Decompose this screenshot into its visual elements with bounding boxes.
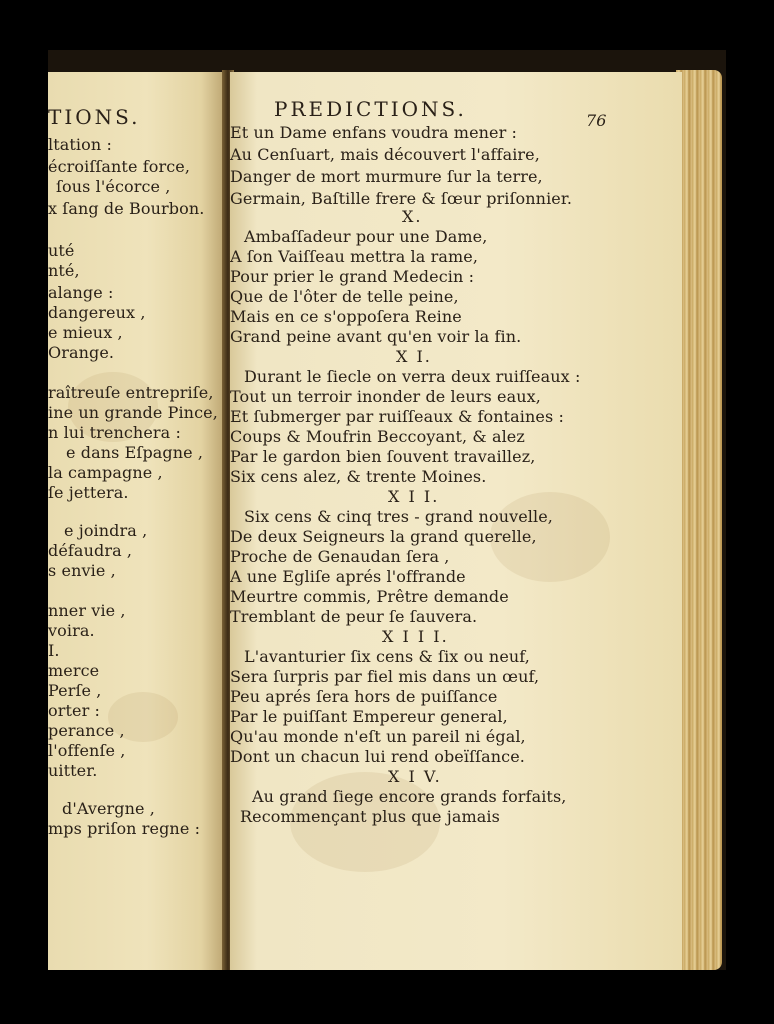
left-line: raîtreuſe entrepriſe, xyxy=(48,383,214,402)
verse-line: Dont un chacun lui rend obeïſſance. xyxy=(230,747,525,766)
left-line: ſous l'écorce , xyxy=(56,177,171,196)
verse-line: Pour prier le grand Medecin : xyxy=(230,267,475,286)
verse-line: Danger de mort murmure ſur la terre, xyxy=(230,167,543,186)
verse-line: Recommençant plus que jamais xyxy=(240,807,500,826)
left-line: Orange. xyxy=(48,343,115,362)
page-edges xyxy=(676,70,722,970)
left-line: nner vie , xyxy=(48,601,126,620)
verse-line: Que de l'ôter de telle peine, xyxy=(230,287,459,306)
left-running-header: TIONS. xyxy=(48,105,141,129)
left-line: s envie , xyxy=(48,561,116,580)
left-line: uitter. xyxy=(48,761,98,780)
left-line: perance , xyxy=(48,721,125,740)
left-line: écroiſſante force, xyxy=(48,157,191,176)
verse-line: Qu'au monde n'eſt un pareil ni égal, xyxy=(230,727,526,746)
left-line: Perſe , xyxy=(48,681,102,700)
stanza-number: X I V. xyxy=(388,767,442,786)
verse-line: Tout un terroir inonder de leurs eaux, xyxy=(230,387,541,406)
verse-line: Par le gardon bien ſouvent travaillez, xyxy=(230,447,536,466)
right-page xyxy=(230,72,682,970)
left-line: ſe jettera. xyxy=(48,483,129,502)
left-line: e dans Eſpagne , xyxy=(66,443,204,462)
left-line: mps priſon regne : xyxy=(48,819,201,838)
left-line: d'Avergne , xyxy=(62,799,155,818)
verse-line: Ambaſſadeur pour une Dame, xyxy=(244,227,488,246)
verse-line: Au grand ſiege encore grands forfaits, xyxy=(252,787,567,806)
left-line: x ſang de Bourbon. xyxy=(48,199,205,218)
left-line: merce xyxy=(48,661,100,680)
stanza-number: X I I. xyxy=(388,487,440,506)
left-line: ltation : xyxy=(48,135,112,154)
stanza-number: X I I I. xyxy=(382,627,449,646)
stanza-number: X. xyxy=(402,207,423,226)
left-line: la campagne , xyxy=(48,463,163,482)
left-line: défaudra , xyxy=(48,541,133,560)
verse-line: Au Cenſuart, mais découvert l'affaire, xyxy=(230,145,540,164)
left-line: I. xyxy=(48,641,60,660)
left-line: alange : xyxy=(48,283,114,302)
verse-line: Mais en ce s'oppoſera Reine xyxy=(230,307,462,326)
verse-line: Durant le ſiecle on verra deux ruiſſeaux : xyxy=(244,367,581,386)
verse-line: Six cens & cinq tres - grand nouvelle, xyxy=(244,507,553,526)
verse-line: Et ſubmerger par ruiſſeaux & fontaines : xyxy=(230,407,564,426)
verse-line: Germain, Baſtille frere & ſœur priſonnier. xyxy=(230,189,573,208)
verse-line: Grand peine avant qu'en voir la fin. xyxy=(230,327,522,346)
left-line: e mieux , xyxy=(48,323,123,342)
verse-line: Six cens alez, & trente Moines. xyxy=(230,467,487,486)
left-page xyxy=(48,72,228,970)
verse-line: Coups & Moufrin Beccoyant, & alez xyxy=(230,427,525,446)
left-line: ine un grande Pince, xyxy=(48,403,218,422)
verse-line: Sera ſurpris par fiel mis dans un œuf, xyxy=(230,667,540,686)
left-line: n lui trenchera : xyxy=(48,423,181,442)
verse-line: Et un Dame enfans voudra mener : xyxy=(230,123,518,142)
verse-line: Peu aprés ſera hors de puiſſance xyxy=(230,687,498,706)
verse-line: A une Egliſe aprés l'offrande xyxy=(230,567,466,586)
left-line: nté, xyxy=(48,261,80,280)
left-line: orter : xyxy=(48,701,101,720)
stanza-number: X I. xyxy=(396,347,432,366)
verse-line: Par le puiſſant Empereur general, xyxy=(230,707,508,726)
left-line: e joindra , xyxy=(64,521,148,540)
left-line: dangereux , xyxy=(48,303,146,322)
verse-line: A ſon Vaiſſeau mettra la rame, xyxy=(230,247,478,266)
verse-line: Tremblant de peur ſe ſauvera. xyxy=(230,607,478,626)
running-header: PREDICTIONS. xyxy=(274,97,467,121)
verse-line: Meurtre commis, Prêtre demande xyxy=(230,587,509,606)
left-line: l'offenſe , xyxy=(48,741,126,760)
left-line: uté xyxy=(48,241,75,260)
page-number: 76 xyxy=(586,111,607,130)
verse-line: De deux Seigneurs la grand querelle, xyxy=(230,527,537,546)
verse-line: Proche de Genaudan ſera , xyxy=(230,547,450,566)
verse-line: L'avanturier ſix cens & ſix ou neuf, xyxy=(244,647,530,666)
left-line: voira. xyxy=(48,621,95,640)
